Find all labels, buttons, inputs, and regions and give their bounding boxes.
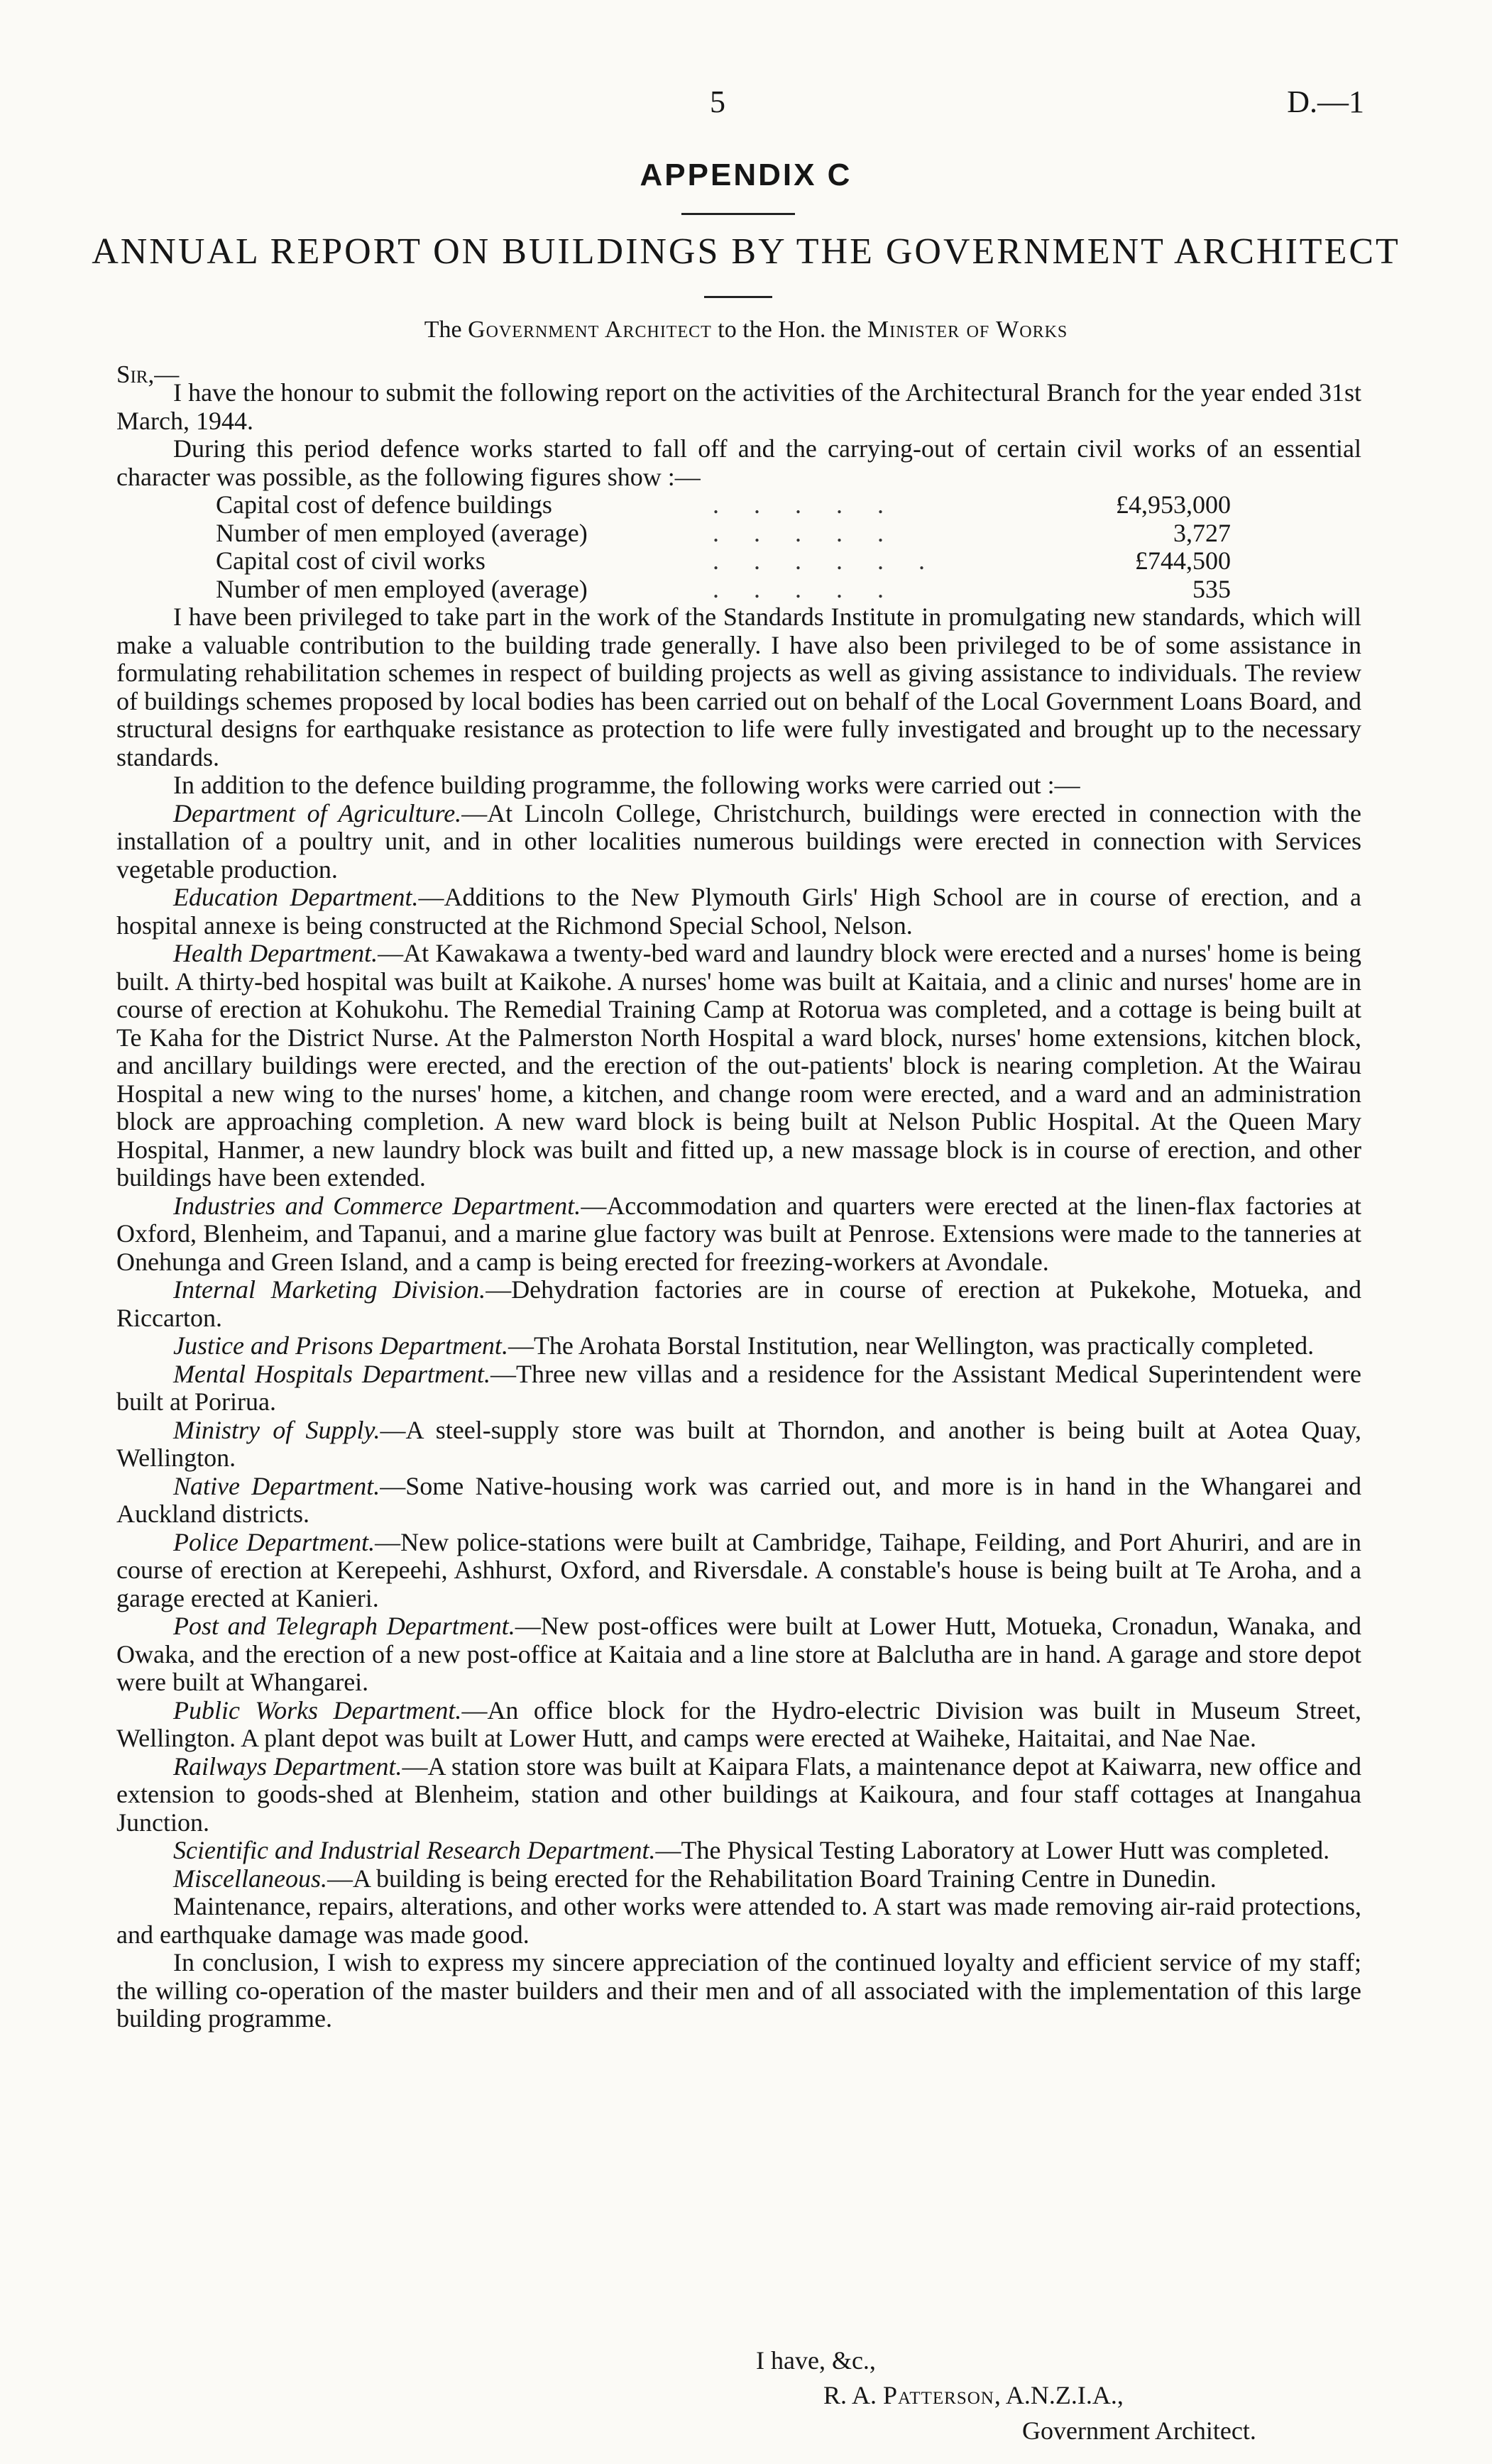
department-text: —Accommodation and quarters were erected at the linen-flax factories at Oxford, Blenheim, and Tapanui, and a marine glue factory was built at Penrose. Extensions were made to the tanneries at Onehunga and Green Island, and a camp is being erected for freezing-workers at Avondale. bbox=[116, 1191, 1361, 1276]
department-name: Justice and Prisons Department. bbox=[173, 1331, 508, 1360]
department-name: Miscellaneous. bbox=[173, 1864, 327, 1893]
department-name: Internal Marketing Division. bbox=[173, 1275, 486, 1304]
department-name: Police Department. bbox=[173, 1527, 375, 1556]
department-paragraph bbox=[116, 1837, 1361, 1865]
department-name: Health Department. bbox=[173, 939, 378, 967]
title-divider-2 bbox=[704, 296, 772, 298]
department-name: Post and Telegraph Department. bbox=[173, 1612, 515, 1640]
paragraph-conclusion: In conclusion, I wish to express my sincere appreciation of the continued loyalty and efficient service of my staff; the willing co-operation of the master builders and their men and of all associated with the implementation of this large building programme. bbox=[116, 1948, 1361, 2033]
department-name: Mental Hospitals Department. bbox=[173, 1359, 491, 1388]
department-paragraph bbox=[116, 1417, 1361, 1473]
department-name: Ministry of Supply. bbox=[173, 1415, 380, 1444]
department-text: —New post-offices were built at Lower Hutt, Motueka, Cronadun, Wanaka, and Owaka, and the erection of a new post-office at Kaitaia and a line store at Balclutha are in hand. A garage and store depot were built at Whangarei. bbox=[116, 1612, 1361, 1696]
salutation: Sir,— bbox=[116, 361, 180, 388]
paragraph-standards: I have been privileged to take part in the work of the Standards Institute in promulgating new standards, which will make a valuable contribution to the building trade generally. I have also been privileged to be of some assistance in formulating rehabilitation schemes in respect of building projects as well as giving assistance to individuals. The review of buildings schemes proposed by local bodies has been carried out on behalf of the Local Government Loans Board, and structural designs for earthquake resistance as protection to life were fully investigated and brought up to the necessary standards. bbox=[116, 603, 1361, 771]
figure-value: 3,727 bbox=[1173, 518, 1231, 547]
report-title: ANNUAL REPORT ON BUILDINGS BY THE GOVERNMENT ARCHITECT bbox=[92, 231, 1400, 272]
figure-leader: . . . . . bbox=[713, 518, 898, 547]
addressing-the: The bbox=[424, 317, 462, 343]
department-paragraph bbox=[116, 1697, 1361, 1753]
department-text: —At Kawakawa a twenty-bed ward and laundry block were erected and a nurses' home is being built. A thirty-bed hospital was built at Kaikohe. A nurses' home was built at Kaitaia, and a clinic and nurses' home are in course of erection at Kohukohu. The Remedial Training Camp at Rotorua was completed, and a cottage is being built at Te Kaha for the District Nurse. At the Palmerston North Hospital a ward block, nurses' home extensions, kitchen block, and ancillary buildings were erected, and the erection of the out-patients' block is nearing completion. At the Wairau Hospital a new wing to the nurses' home, a kitchen, and change room were erected, and a ward and an administration block are approaching completion. A new ward block is being built at Nelson Public Hospital. At the Queen Mary Hospital, Hanmer, a new laundry block was built and fitted up, a new massage block is in course of erection, and other buildings have been extended. bbox=[116, 939, 1361, 1192]
figure-leader: . . . . . . bbox=[713, 546, 939, 575]
document-reference: D.—1 bbox=[1287, 84, 1364, 119]
figure-label: Number of men employed (average) bbox=[216, 574, 588, 603]
figure-value: 535 bbox=[1192, 574, 1231, 603]
department-paragraph bbox=[116, 800, 1361, 884]
department-text: —The Arohata Borstal Institution, near Wellington, was practically completed. bbox=[508, 1331, 1315, 1360]
department-text: —Additions to the New Plymouth Girls' High School are in course of erection, and a hospital annexe is being constructed at the Richmond Special School, Nelson. bbox=[116, 883, 1361, 940]
department-name: Industries and Commerce Department. bbox=[173, 1191, 581, 1220]
figure-row bbox=[216, 576, 1361, 604]
signatory-initials: R. A. bbox=[823, 2381, 877, 2409]
addressing-to: to the Hon. the bbox=[718, 317, 862, 343]
department-paragraph bbox=[116, 1276, 1361, 1332]
department-paragraph bbox=[116, 884, 1361, 940]
addressing-line bbox=[0, 317, 1492, 343]
figure-label: Capital cost of civil works bbox=[216, 546, 486, 575]
department-paragraph bbox=[116, 1753, 1361, 1837]
signatory-surname: Patterson bbox=[883, 2381, 994, 2409]
department-name: Public Works Department. bbox=[173, 1695, 462, 1725]
paragraph-intro: I have the honour to submit the following report on the activities of the Architectural Branch for the year ended 31st March, 1944. bbox=[116, 378, 1361, 435]
department-paragraph bbox=[116, 1360, 1361, 1417]
department-text: —A steel-supply store was built at Thorndon, and another is being built at Aotea Quay, Wellington. bbox=[116, 1415, 1361, 1472]
department-paragraph bbox=[116, 1865, 1361, 1893]
department-name: Railways Department. bbox=[173, 1751, 402, 1781]
department-paragraph bbox=[116, 1192, 1361, 1277]
department-text: —The Physical Testing Laboratory at Lower Hutt was completed. bbox=[655, 1836, 1330, 1864]
department-paragraph bbox=[116, 1529, 1361, 1613]
figure-value: £744,500 bbox=[1135, 546, 1231, 575]
figure-label: Capital cost of defence buildings bbox=[216, 490, 552, 519]
signatory-name bbox=[823, 2380, 1492, 2410]
department-name: Department of Agriculture. bbox=[173, 798, 462, 827]
figure-row bbox=[216, 491, 1361, 519]
figure-value: £4,953,000 bbox=[1116, 490, 1231, 519]
appendix-title: APPENDIX C bbox=[640, 158, 852, 192]
department-paragraph bbox=[116, 1473, 1361, 1529]
department-text: —An office block for the Hydro-electric Division was built in Museum Street, Wellington. A plant depot was built at Lower Hutt, and camps were erected at Waiheke, Haitaitai, and Nae Nae. bbox=[116, 1695, 1361, 1752]
valediction: I have, &c., bbox=[756, 2346, 876, 2375]
department-paragraph bbox=[116, 1612, 1361, 1697]
title-divider bbox=[681, 213, 795, 215]
department-text: —A building is being erected for the Rehabilitation Board Training Centre in Dunedin. bbox=[327, 1864, 1217, 1893]
signatory-qualification: , A.N.Z.I.A., bbox=[994, 2381, 1124, 2409]
figure-leader: . . . . . bbox=[713, 490, 898, 519]
department-name: Education Department. bbox=[173, 883, 419, 911]
figure-row bbox=[216, 547, 1361, 576]
figure-row bbox=[216, 519, 1361, 548]
figure-label: Number of men employed (average) bbox=[216, 518, 588, 547]
paragraph-works-intro: In addition to the defence building programme, the following works were carried out :— bbox=[173, 771, 1080, 799]
paragraph-defence: During this period defence works started to fall off and the carrying-out of certain civil works of an essential character was possible, as the following figures show :— bbox=[116, 434, 1361, 491]
page-number: 5 bbox=[710, 84, 725, 119]
department-text: —Some Native-housing work was carried out, and more is in hand in the Whangarei and Auckland districts. bbox=[116, 1471, 1361, 1528]
department-text: —At Lincoln College, Christchurch, buildings were erected in connection with the installation of a poultry unit, and in other localities numerous buildings were erected in connection with Services vegetable production. bbox=[116, 798, 1361, 884]
sender-title: Government Architect bbox=[468, 317, 712, 343]
department-text: —Dehydration factories are in course of erection at Pukekohe, Motueka, and Riccarton. bbox=[116, 1275, 1361, 1332]
figures-table bbox=[116, 491, 1361, 603]
signatory-title: Government Architect. bbox=[1022, 2416, 1256, 2445]
report-body bbox=[116, 379, 1361, 2033]
figure-leader: . . . . . bbox=[713, 574, 898, 603]
recipient-title: Minister of Works bbox=[867, 317, 1068, 343]
department-paragraph bbox=[116, 940, 1361, 1192]
department-name: Native Department. bbox=[173, 1471, 380, 1500]
paragraph-maintenance: Maintenance, repairs, alterations, and other works were attended to. A start was made removing air-raid protections, and earthquake damage was made good. bbox=[116, 1892, 1361, 1949]
department-name: Scientific and Industrial Research Department. bbox=[173, 1836, 656, 1864]
department-paragraph bbox=[116, 1332, 1361, 1360]
department-text: —Three new villas and a residence for the Assistant Medical Superintendent were built at Porirua. bbox=[116, 1359, 1361, 1416]
department-text: —New police-stations were built at Cambridge, Taihape, Feilding, and Port Ahuriri, and are in course of erection at Kerepeehi, Ashhurst, Oxford, and Riversdale. A constable's house is being built at Te Aroha, and a garage erected at Kanieri. bbox=[116, 1527, 1361, 1612]
department-text: —A station store was built at Kaipara Flats, a maintenance depot at Kaiwarra, new office and extension to goods-shed at Blenheim, station and other buildings at Kaikoura, and four staff cottages at Inangahua Junction. bbox=[116, 1751, 1361, 1837]
